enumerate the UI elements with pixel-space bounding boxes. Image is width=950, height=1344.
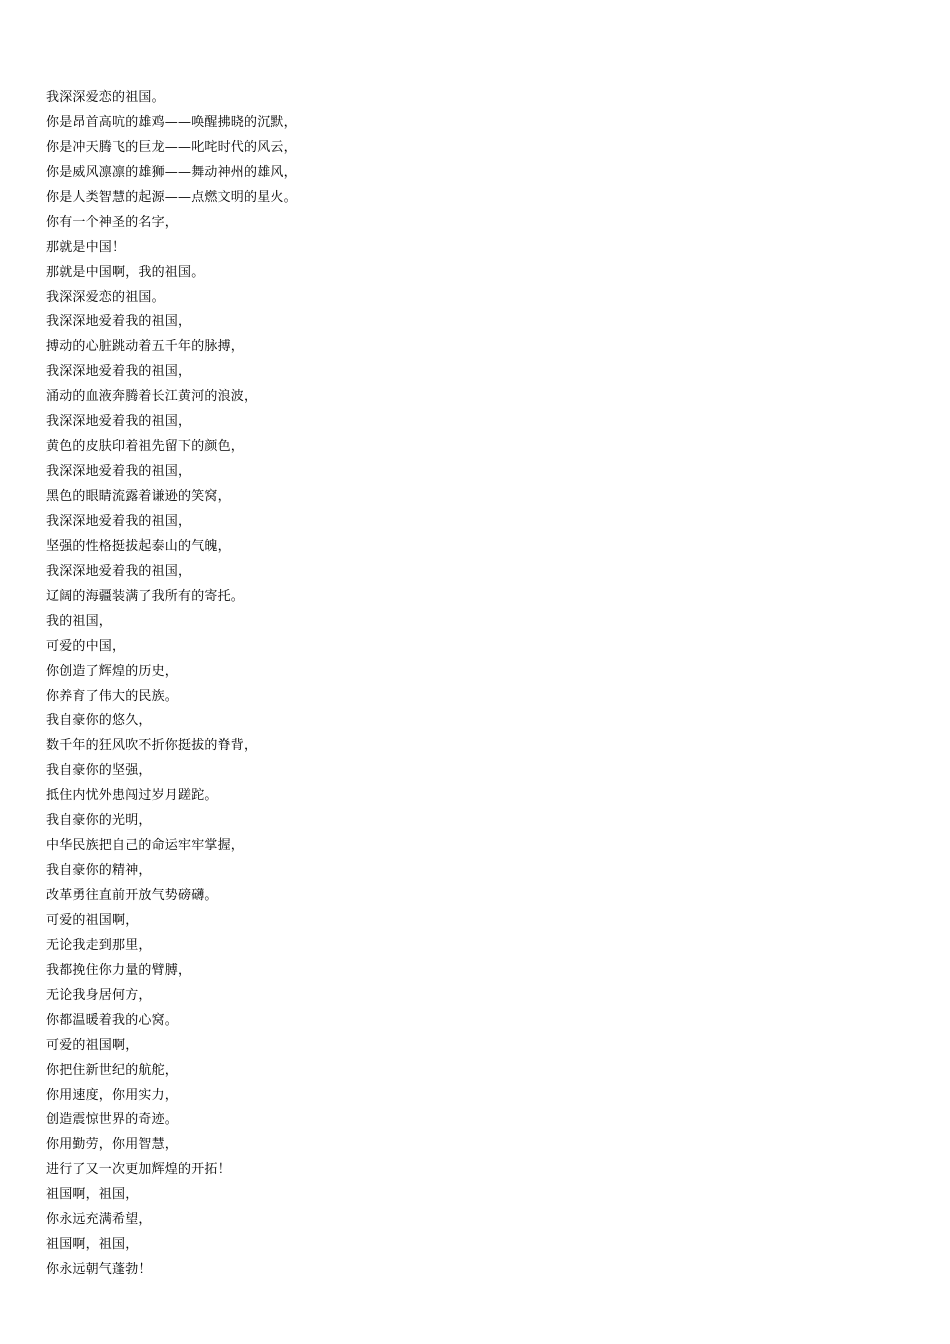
poem-line: 你永远朝气蓬勃！ xyxy=(46,1262,152,1278)
poem-line: 祖国啊，祖国， xyxy=(46,1237,139,1253)
poem-line: 你创造了辉煌的历史， xyxy=(46,663,179,679)
poem-line: 你都温暖着我的心窝。 xyxy=(46,1012,179,1028)
poem-line: 你是昂首高吭的雄鸡——唤醒拂晓的沉默， xyxy=(46,114,297,130)
poem-line: 可爱的中国， xyxy=(46,638,126,654)
poem-line: 我深深爱恋的祖国。 xyxy=(46,90,165,105)
poem-line: 我深深地爱着我的祖国， xyxy=(46,314,192,330)
poem-line: 你永远充满希望， xyxy=(46,1212,152,1228)
poem-line: 我自豪你的精神， xyxy=(46,863,152,879)
poem-line: 那就是中国！ xyxy=(46,239,126,255)
poem-line: 你是人类智慧的起源——点燃文明的星火。 xyxy=(46,189,297,205)
poem-line: 我的祖国， xyxy=(46,613,113,629)
poem-line: 抵住内忧外患闯过岁月蹉跎。 xyxy=(46,788,218,804)
poem-line: 辽阔的海疆装满了我所有的寄托。 xyxy=(46,588,245,604)
poem-line: 我自豪你的悠久， xyxy=(46,713,152,729)
poem-line: 我都挽住你力量的臂膊， xyxy=(46,962,192,978)
poem-line: 我深深爱恋的祖国。 xyxy=(46,289,165,305)
poem-line: 你是冲天腾飞的巨龙——叱咤时代的风云， xyxy=(46,139,297,155)
poem-line: 那就是中国啊，我的祖国。 xyxy=(46,264,205,280)
poem-line: 我深深地爱着我的祖国， xyxy=(46,414,192,430)
poem-line: 改革勇往直前开放气势磅礴。 xyxy=(46,888,218,903)
poem-line: 可爱的祖国啊， xyxy=(46,912,139,928)
poem-line: 无论我走到那里， xyxy=(46,937,152,953)
poem-line: 你用速度，你用实力， xyxy=(46,1087,179,1103)
poem-line: 搏动的心脏跳动着五千年的脉搏， xyxy=(46,339,245,355)
poem-line: 可爱的祖国啊， xyxy=(46,1037,139,1053)
poem-line: 你是威风凛凛的雄狮——舞动神州的雄风， xyxy=(46,164,297,180)
poem-line: 我自豪你的光明， xyxy=(46,813,152,829)
poem-line: 你有一个神圣的名字， xyxy=(46,214,179,230)
poem-line: 中华民族把自己的命运牢牢掌握， xyxy=(46,838,245,854)
poem-line: 我深深地爱着我的祖国， xyxy=(46,364,192,380)
poem-line: 我深深地爱着我的祖国， xyxy=(46,464,192,480)
poem-line: 数千年的狂风吹不折你挺拔的脊背， xyxy=(46,738,258,754)
poem-line: 无论我身居何方， xyxy=(46,987,152,1003)
poem-line: 祖国啊，祖国， xyxy=(46,1187,139,1203)
poem-line: 进行了又一次更加辉煌的开拓！ xyxy=(46,1162,231,1178)
poem-line: 我深深地爱着我的祖国， xyxy=(46,563,192,579)
poem-line: 涌动的血液奔腾着长江黄河的浪波， xyxy=(46,389,258,405)
poem-line: 你用勤劳，你用智慧， xyxy=(46,1137,179,1153)
poem-line: 黄色的皮肤印着祖先留下的颜色， xyxy=(46,439,245,455)
poem-line: 你把住新世纪的航舵， xyxy=(46,1062,179,1078)
poem-line: 我深深地爱着我的祖国， xyxy=(46,513,192,529)
poem-line: 你养育了伟大的民族。 xyxy=(46,688,179,704)
poem-line: 黑色的眼睛流露着谦逊的笑窝， xyxy=(46,489,231,504)
poem-line: 创造震惊世界的奇迹。 xyxy=(46,1112,179,1128)
poem-line: 我自豪你的坚强， xyxy=(46,763,152,779)
poem-body xyxy=(46,86,906,1283)
poem-line: 坚强的性格挺拔起泰山的气魄， xyxy=(46,538,231,554)
